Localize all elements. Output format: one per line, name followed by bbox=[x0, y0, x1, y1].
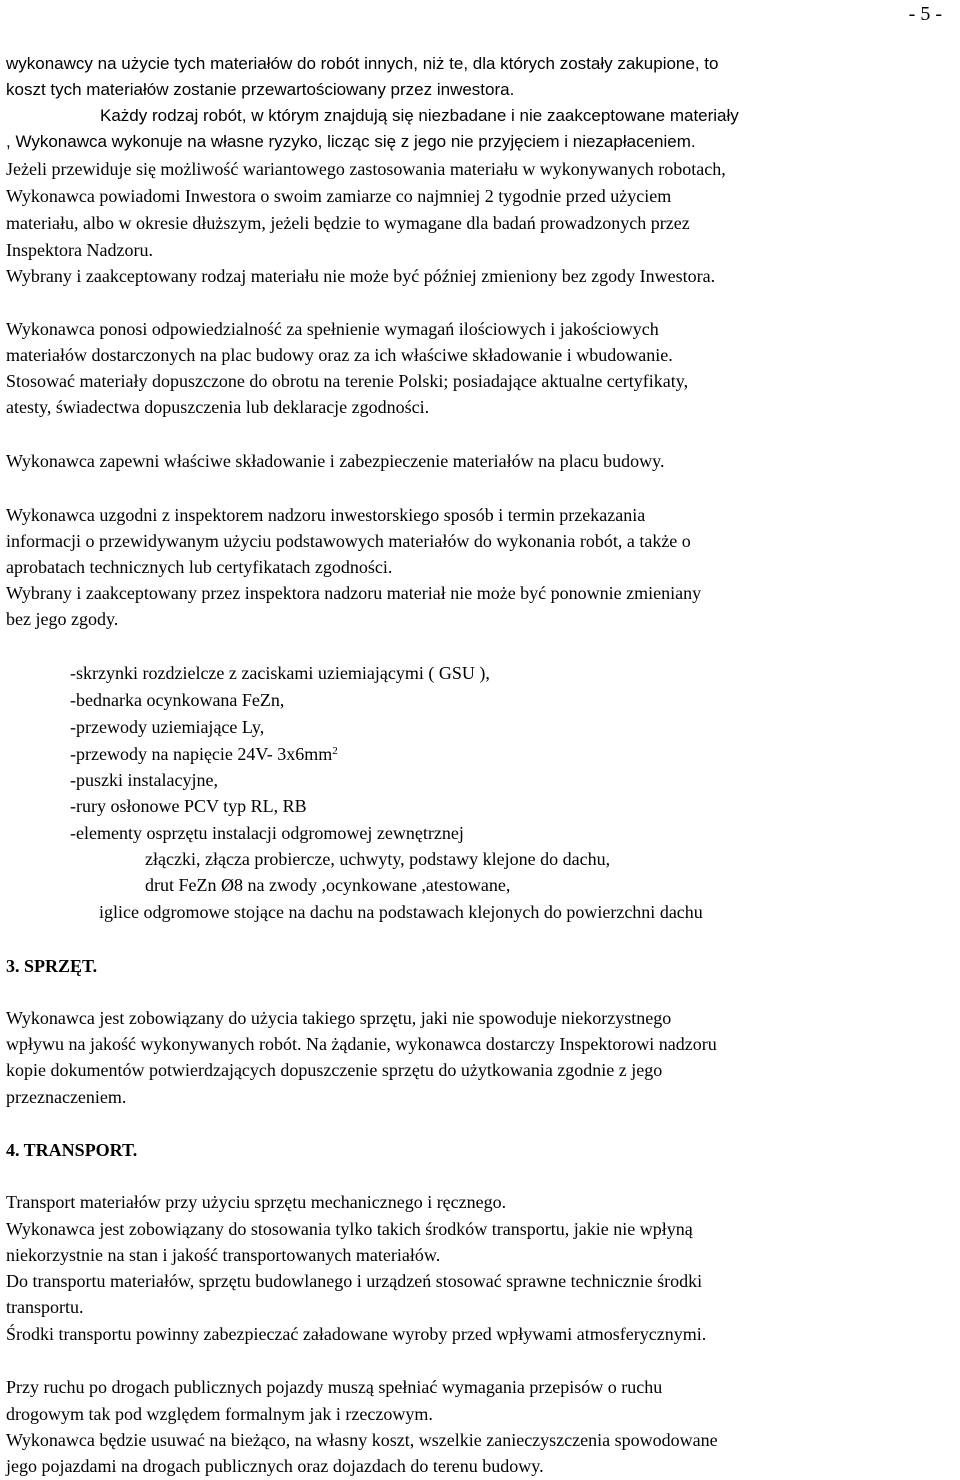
text-line: wykonawcy na użycie tych materiałów do robót innych, niż te, dla których zostały zakupione, to bbox=[6, 54, 719, 73]
list-item-text: -przewody na napięcie 24V- 3x6mm bbox=[70, 744, 333, 764]
text-line: informacji o przewidywanym użyciu podstawowych materiałów do wykonania robót, a także o bbox=[6, 531, 691, 551]
text-line: Wykonawca jest zobowiązany do stosowania tylko takich środków transportu, jakie nie wpłyną bbox=[6, 1219, 693, 1239]
list-item: złączki, złącza probiercze, uchwyty, podstawy klejone do dachu, bbox=[145, 849, 611, 869]
text-line: Jeżeli przewiduje się możliwość wariantowego zastosowania materiału w wykonywanych robotach, bbox=[6, 159, 726, 179]
text-line: jego pojazdami na drogach publicznych oraz dojazdach do terenu budowy. bbox=[6, 1456, 544, 1476]
text-line: drogowym tak pod względem formalnym jak i rzeczowym. bbox=[6, 1404, 433, 1424]
text-line: koszt tych materiałów zostanie przewartościowany przez inwestora. bbox=[6, 80, 515, 99]
text-line: Wybrany i zaakceptowany rodzaj materiału nie może być później zmieniony bez zgody Inwestora. bbox=[6, 266, 716, 286]
list-item: -przewody uziemiające Ly, bbox=[70, 717, 265, 737]
text-line: atesty, świadectwa dopuszczenia lub deklaracje zgodności. bbox=[6, 397, 430, 417]
text-line: Każdy rodzaj robót, w którym znajdują się niezbadane i nie zaakceptowane materiały bbox=[100, 106, 739, 125]
list-item: -skrzynki rozdzielcze z zaciskami uziemiającymi ( GSU ), bbox=[70, 663, 490, 683]
text-line: Wykonawca uzgodni z inspektorem nadzoru inwestorskiego sposób i termin przekazania bbox=[6, 505, 646, 525]
text-line: bez jego zgody. bbox=[6, 609, 119, 629]
text-line: Środki transportu powinny zabezpieczać załadowane wyroby przed wpływami atmosferycznymi. bbox=[6, 1324, 707, 1344]
text-line: transportu. bbox=[6, 1297, 84, 1317]
superscript: 2 bbox=[332, 745, 338, 757]
list-item: -rury osłonowe PCV typ RL, RB bbox=[70, 796, 307, 816]
text-line: Transport materiałów przy użyciu sprzętu mechanicznego i ręcznego. bbox=[6, 1192, 507, 1212]
text-line: Wykonawca powiadomi Inwestora o swoim zamiarze co najmniej 2 tygodnie przed użyciem bbox=[6, 186, 672, 206]
list-item: -elementy osprzętu instalacji odgromowej zewnętrznej bbox=[70, 823, 464, 843]
text-line: Do transportu materiałów, sprzętu budowlanego i urządzeń stosować sprawne technicznie środki bbox=[6, 1271, 703, 1291]
text-line: kopie dokumentów potwierdzających dopuszczenie sprzętu do użytkowania zgodnie z jego bbox=[6, 1060, 663, 1080]
list-item: drut FeZn Ø8 na zwody ,ocynkowane ,atestowane, bbox=[145, 875, 511, 895]
text-line: przeznaczeniem. bbox=[6, 1087, 127, 1107]
text-line: materiałów dostarczonych na plac budowy oraz za ich właściwe składowanie i wbudowanie. bbox=[6, 345, 673, 365]
text-line: Wykonawca jest zobowiązany do użycia takiego sprzętu, jaki nie spowoduje niekorzystnego bbox=[6, 1008, 672, 1028]
text-line: niekorzystnie na stan i jakość transportowanych materiałów. bbox=[6, 1245, 441, 1265]
text-line: Inspektora Nadzoru. bbox=[6, 240, 153, 260]
text-line: wpływu na jakość wykonywanych robót. Na żądanie, wykonawca dostarczy Inspektorowi nadzoru bbox=[6, 1034, 717, 1054]
list-item: -bednarka ocynkowana FeZn, bbox=[70, 690, 285, 710]
section-heading: 4. TRANSPORT. bbox=[6, 1140, 138, 1160]
text-line: Wykonawca ponosi odpowiedzialność za spełnienie wymagań ilościowych i jakościowych bbox=[6, 319, 659, 339]
list-item: iglice odgromowe stojące na dachu na podstawach klejonych do powierzchni dachu bbox=[99, 902, 703, 922]
page-number: - 5 - bbox=[908, 3, 942, 25]
text-line: aprobatach technicznych lub certyfikatach zgodności. bbox=[6, 557, 393, 577]
text-line: , Wykonawca wykonuje na własne ryzyko, licząc się z jego nie przyjęciem i niezapłaceniem. bbox=[6, 132, 696, 151]
section-heading: 3. SPRZĘT. bbox=[6, 956, 98, 976]
text-line: Wybrany i zaakceptowany przez inspektora nadzoru materiał nie może być ponownie zmieniany bbox=[6, 583, 702, 603]
list-item: -puszki instalacyjne, bbox=[70, 770, 218, 790]
text-line: materiału, albo w okresie dłuższym, jeżeli będzie to wymagane dla badań prowadzonych przez bbox=[6, 213, 690, 233]
text-line: Przy ruchu po drogach publicznych pojazdy muszą spełniać wymagania przepisów o ruchu bbox=[6, 1377, 663, 1397]
text-line: Wykonawca będzie usuwać na bieżąco, na własny koszt, wszelkie zanieczyszczenia spowodowane bbox=[6, 1430, 718, 1450]
list-item bbox=[70, 745, 338, 763]
text-line: Wykonawca zapewni właściwe składowanie i zabezpieczenie materiałów na placu budowy. bbox=[6, 451, 665, 471]
text-line: Stosować materiały dopuszczone do obrotu na terenie Polski; posiadające aktualne certyfikaty, bbox=[6, 371, 689, 391]
